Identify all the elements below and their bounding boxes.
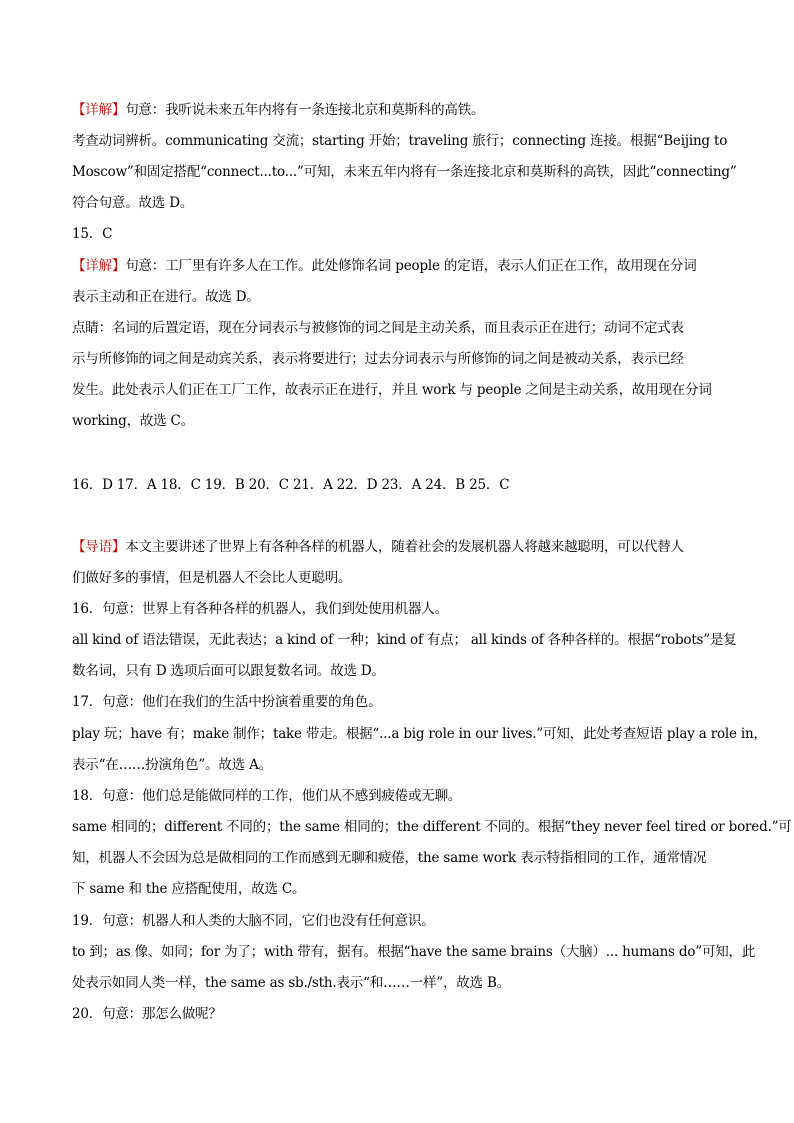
section-tag: 【详解】 [72,258,126,274]
text-line: 下 same 和 the 应搭配使用，故选 C。 [72,881,306,897]
text-line: 考查动词辨析。communicating 交流；starting 开始；traveling 旅行；connecting 连接。根据“Beijing to [72,133,728,149]
text-line: 点睛：名词的后置定语，现在分词表示与被修饰的词之间是主动关系，而且表示正在进行；动词不定式表 [72,320,684,336]
text-line: same 相同的；different 不同的；the same 相同的；the different 不同的。根据“they never feel tired or bored.”可 [72,819,792,835]
text-line: 【导语】本文主要讲述了世界上有各种各样的机器人，随着社会的发展机器人将越来越聪明，可以代替人 [72,539,684,555]
text-line: play 玩；have 有；make 制作；take 带走。根据“...a big role in our lives.”可知，此处考查短语 play a role in， [72,726,767,742]
text-line: 们做好多的事情，但是机器人不会比人更聪明。 [72,570,352,586]
answer-number: 15．C [72,226,113,242]
text-line: 示与所修饰的词之间是动宾关系，表示将要进行；过去分词表示与所修饰的词之间是被动关系，表示已经 [72,351,684,367]
text-line: Moscow”和固定搭配“connect...to...”可知，未来五年内将有一条连接北京和莫斯科的高铁，因此“connecting” [72,164,737,180]
section-tag: 【导语】 [72,539,126,555]
text-line: 发生。此处表示人们正在工厂工作，故表示正在进行，并且 work 与 people 之间是主动关系，故用现在分词 [72,382,712,398]
text-line: 18．句意：他们总是能做同样的工作，他们从不感到疲倦或无聊。 [72,788,462,804]
text-line: working，故选 C。 [72,413,194,429]
section-tag: 【详解】 [72,102,126,118]
text-line: 17．句意：他们在我们的生活中扮演着重要的角色。 [72,694,382,710]
text-line: 表示主动和正在进行。故选 D。 [72,289,260,305]
text-line: all kind of 语法错误，无此表达；a kind of 一种；kind of 有点； all kinds of 各种各样的。根据“robots”是复 [72,632,737,648]
text-line: 表示“在……扮演角色”。故选 A。 [72,757,272,773]
text-line: 符合句意。故选 D。 [72,195,194,211]
text-line: 【详解】句意：我听说未来五年内将有一条连接北京和莫斯科的高铁。 [72,102,485,118]
text-line: 16．句意：世界上有各种各样的机器人，我们到处使用机器人。 [72,601,448,617]
text-line: 【详解】句意：工厂里有许多人在工作。此处修饰名词 people 的定语，表示人们正在工作，故用现在分词 [72,258,697,274]
text-line: 数名词，只有 D 选项后面可以跟复数名词。故选 D。 [72,663,385,679]
text-line: 20．句意：那怎么做呢？ [72,1006,222,1022]
text-line: 知，机器人不会因为总是做相同的工作而感到无聊和疲倦，the same work 表示特指相同的工作，通常情况 [72,850,707,866]
text-line: to 到；as 像、如同；for 为了；with 带有，据有。根据“have the same brains（大脑）... humans do”可知，此 [72,944,756,960]
text-line: 19．句意：机器人和人类的大脑不同，它们也没有任何意识。 [72,913,435,929]
text-line: 处表示如同人类一样，the same as sb./sth.表示“和……一样”，故选 B。 [72,975,510,991]
answer-key-line: 16．D 17．A 18．C 19．B 20．C 21．A 22．D 23．A 24．B 25．C [72,477,510,493]
